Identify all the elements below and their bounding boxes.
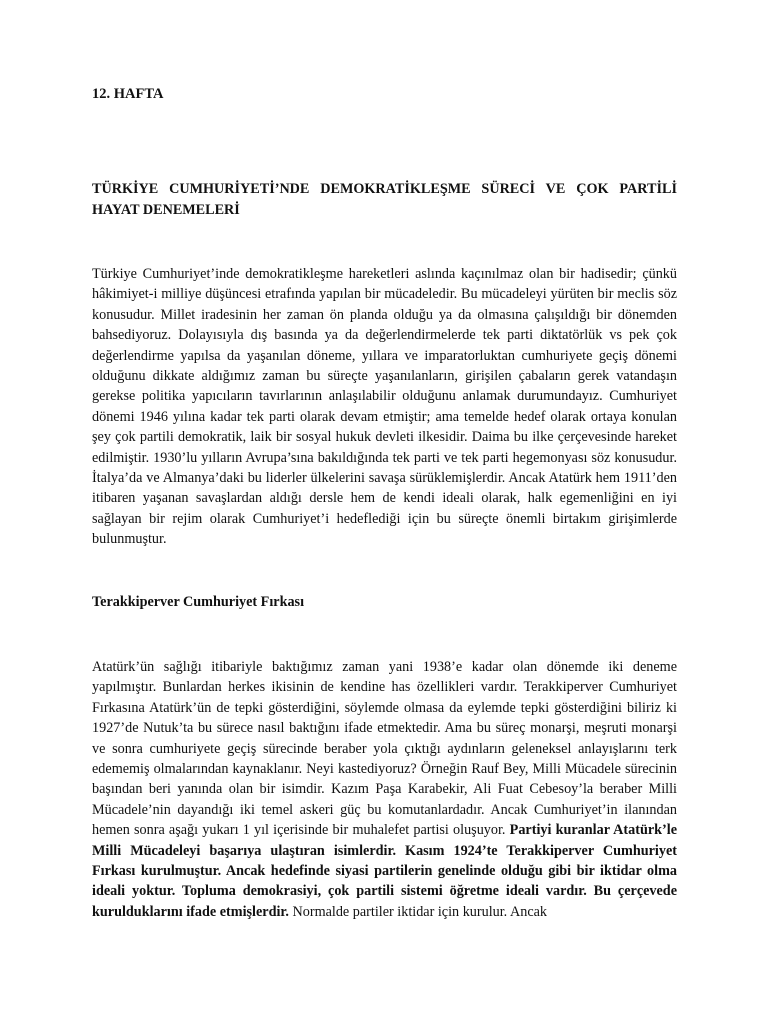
section-paragraph xyxy=(92,657,677,922)
section-paragraph-text: Atatürk’ün sağlığı itibariyle baktığımız zaman yani 1938’e kadar olan dönemde iki deneme yapılmıştır. Bunlardan herkes ikisinin de kendine has özellikleri vardır. Terakkiperver Cumhuriyet Fırkasına Atatürk’ün de tepki gösterdiğini, söylemde olmasa da eylemde tepki gösterdiğini biliriz ki 1927’de Nutuk’ta bu sürece nasıl baktığını ifade etmektedir. Ama bu süreç monarşi, meşruti monarşi ve sonra cumhuriyete geçiş sürecinde beraber yola çıktığı aydınların geleneksel anlayışlarını terk edememiş olmalarından kaynaklanır. Neyi kastediyoruz? Örneğin Rauf Bey, Milli Mücadele sürecinin başından beri yanında olan bir isimdir. Kazım Paşa Karabekir, Ali Fuat Cebesoy’la beraber Milli Mücadele’nin dayandığı iki temel askeri güç bu komutanlardadır. Ancak Cumhuriyet’in ilanından hemen sonra aşağı yukarı 1 yıl içerisinde bir muhalefet partisi oluşuyor. xyxy=(92,659,677,839)
main-title: TÜRKİYE CUMHURİYETİ’NDE DEMOKRATİKLEŞME SÜRECİ VE ÇOK PARTİLİ HAYAT DENEMELERİ xyxy=(92,181,677,218)
intro-paragraph: Türkiye Cumhuriyet’inde demokratikleşme hareketleri aslında kaçınılmaz olan bir hadisedir; çünkü hâkimiyet-i milliye düşüncesi etrafında yapılan bir mücadeledir. Bu mücadeleyi yürüten bir meclis söz konusudur. Millet iradesinin her zaman ön planda olduğu ya da olmasına çalışıldığı bir dönemden bahsediyoruz. Dolayısıyla dış basında ya da değerlendirmelerde tek parti diktatörlük vs pek çok değerlendirme yapılsa da yaşanılan döneme, yıllara ve imparatorluktan cumhuriyete geçiş dönemi olduğunu dikkate aldığımız zaman bu süreçte yaşanılanların, girişilen çabaların gerek vatandaşın gerekse politika yapıcıların tavırlarının anlaşılabilir olduğunu anlamak durumundayız. Cumhuriyet dönemi 1946 yılına kadar tek parti olarak devam etmiştir; ama temelde hedef olarak ortaya konulan şey çok partili demokratik, laik bir sosyal hukuk devleti ilkesidir. Daima bu ilke çerçevesinde hareket edilmiştir. 1930’lu yılların Avrupa’sına bakıldığında tek parti ve tek parti hegemonyası söz konusudur. İtalya’da ve Almanya’daki bu liderler ülkelerini savaşa sürüklemişlerdir. Ancak Atatürk hem 1911’den itibaren yaşanan savaşlardan aldığı dersle hem de kendi ideali olarak, halk egemenliğini en iyi sağlayan bir rejim olarak Cumhuriyet’i hedeflediği için bu süreçte önemli birtakım girişimlerde bulunmuştur. xyxy=(92,266,677,548)
section-heading: Terakkiperver Cumhuriyet Fırkası xyxy=(92,594,305,610)
section-paragraph-trailing-text: Normalde partiler iktidar için kurulur. Ancak xyxy=(288,903,548,920)
section-paragraph-bold-text: Partiyi kuranlar Atatürk’le Milli Mücadeleyi başarıya ulaştıran isimlerdir. Kasım 1924’te Terakkiperver Cumhuriyet Fırkası kurulmuştur. Ancak hedefinde siyasi partilerin genelinde olduğu gibi bir iktidar olma ideali yoktur. Topluma demokrasiyi, çok partili sistemi öğretme ideali vardır. Bu çerçevede kurulduklarını ifade etmişlerdir. xyxy=(92,822,677,920)
week-heading: 12. HAFTA xyxy=(92,86,164,102)
